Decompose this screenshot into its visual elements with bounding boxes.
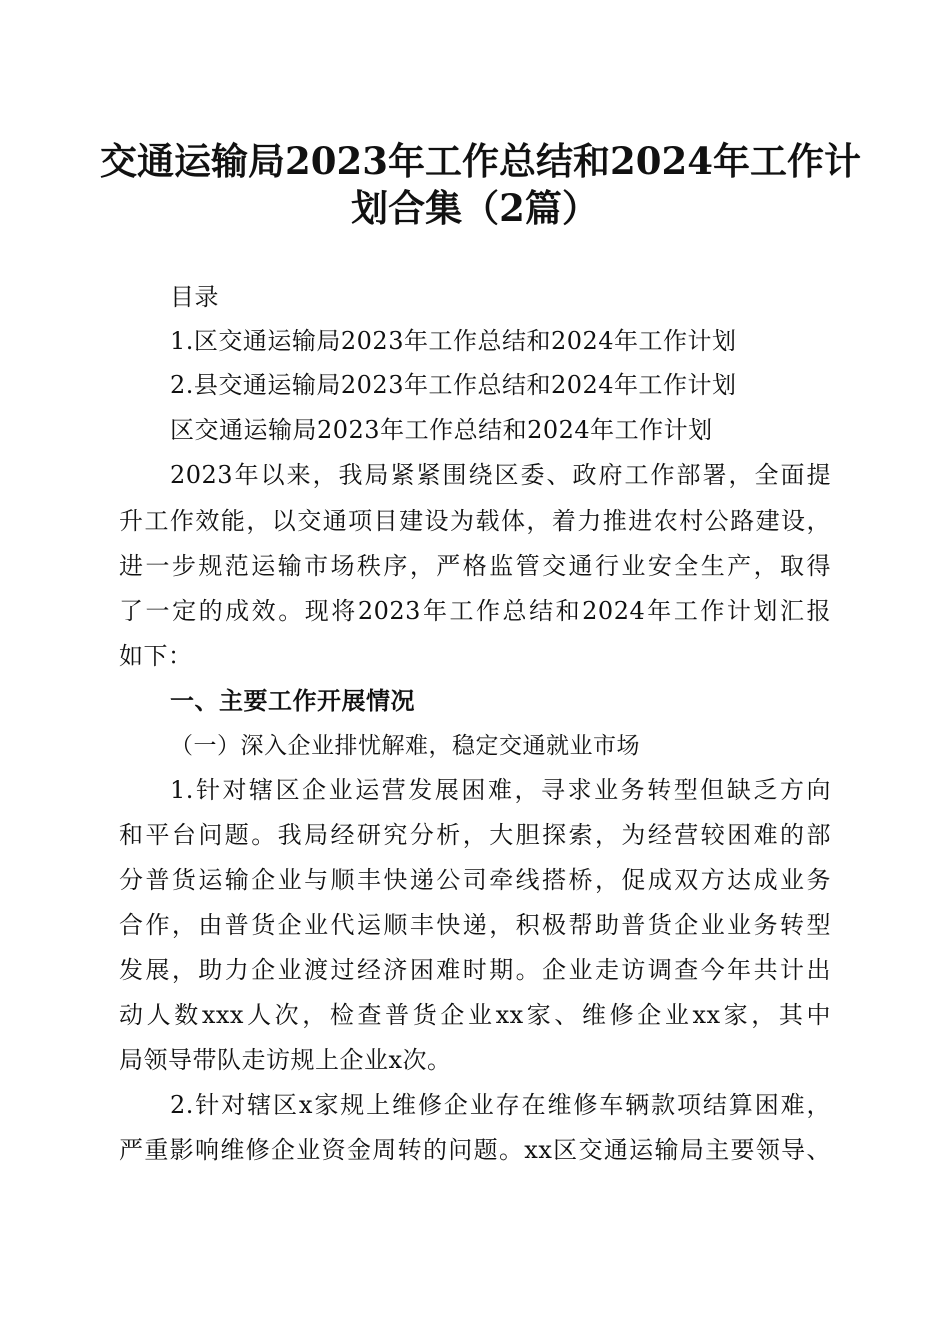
toc-item-1: 1.区交通运输局2023年工作总结和2024年工作计划: [170, 327, 737, 355]
para-1-line: 合作，由普货企业代运顺丰快递，积极帮助普货企业业务转型: [119, 911, 831, 939]
intro-line: 2023年以来，我局紧紧围绕区委、政府工作部署，全面提: [170, 461, 831, 489]
para-1-line: 发展，助力企业渡过经济困难时期。企业走访调查今年共计出: [119, 956, 831, 984]
para-2-line: 严重影响维修企业资金周转的问题。xx区交通运输局主要领导、: [119, 1136, 831, 1164]
intro-line: 升工作效能，以交通项目建设为载体，着力推进农村公路建设，: [119, 507, 831, 535]
document-title-line-2: 划合集（2篇）: [351, 186, 599, 230]
subsection-1-heading: （一）深入企业排忧解难，稳定交通就业市场: [170, 733, 640, 759]
toc-heading: 目录: [170, 283, 219, 311]
para-1-line: 动人数xxx人次，检查普货企业xx家、维修企业xx家，其中: [119, 1001, 831, 1029]
intro-line: 进一步规范运输市场秩序，严格监管交通行业安全生产，取得: [119, 552, 831, 580]
para-2-line: 2.针对辖区x家规上维修企业存在维修车辆款项结算困难，: [170, 1091, 831, 1119]
article-title: 区交通运输局2023年工作总结和2024年工作计划: [170, 416, 713, 444]
para-1-line: 1.针对辖区企业运营发展困难，寻求业务转型但缺乏方向: [170, 776, 831, 804]
intro-line: 了一定的成效。现将2023年工作总结和2024年工作计划汇报: [119, 597, 831, 625]
para-1-line: 和平台问题。我局经研究分析，大胆探索，为经营较困难的部: [119, 821, 831, 849]
toc-item-2: 2.县交通运输局2023年工作总结和2024年工作计划: [170, 371, 737, 399]
para-1-line: 局领导带队走访规上企业x次。: [119, 1046, 452, 1074]
document-title-line-1: 交通运输局2023年工作总结和2024年工作计: [100, 139, 861, 183]
para-1-line: 分普货运输企业与顺丰快递公司牵线搭桥，促成双方达成业务: [119, 866, 831, 894]
intro-line: 如下：: [119, 642, 193, 670]
section-1-heading: 一、主要工作开展情况: [170, 687, 415, 715]
